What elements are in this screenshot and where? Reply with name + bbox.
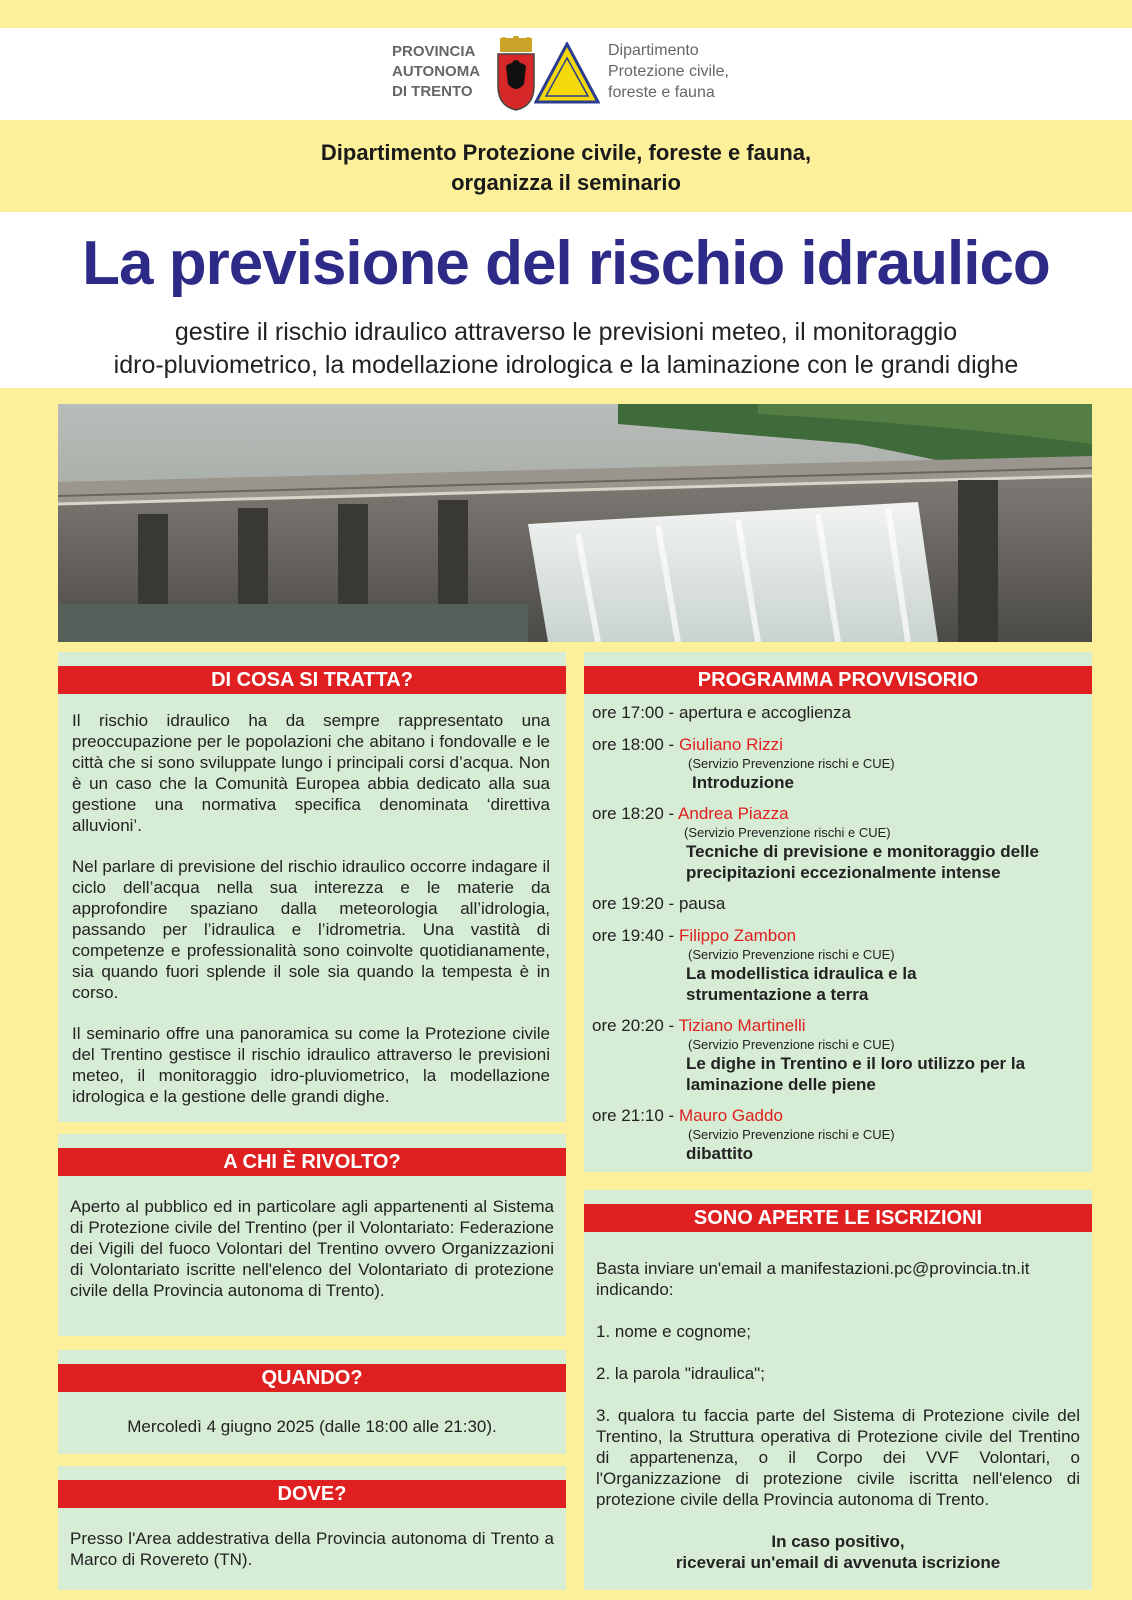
when-text: Mercoledì 4 giugno 2025 (dalle 18:00 alle 21:30). <box>127 1417 497 1436</box>
trento-crest-logo <box>494 36 538 112</box>
program-talk: Introduzione <box>692 773 794 792</box>
department-line: foreste e fauna <box>608 84 715 101</box>
where-text: Presso l'Area addestrativa della Provincia autonoma di Trento a Marco di Rovereto (TN). <box>70 1529 554 1569</box>
registration-intro: Basta inviare un'email a manifestazioni.pc@provincia.tn.it indicando: <box>596 1259 1030 1299</box>
where-section <box>58 1466 566 1590</box>
civil-protection-logo <box>534 42 600 104</box>
subtitle-line: gestire il rischio idraulico attraverso le previsioni meteo, il monitoraggio <box>174 318 958 346</box>
program-affiliation: (Servizio Prevenzione rischi e CUE) <box>688 1127 895 1142</box>
province-line: PROVINCIA <box>392 43 476 60</box>
registration-step: 2. la parola "idraulica"; <box>596 1364 765 1383</box>
program-time: ore 19:40 - <box>592 926 675 945</box>
program-time: ore 20:20 - <box>592 1016 675 1035</box>
where-heading: DOVE? <box>58 1480 566 1508</box>
audience-text: Aperto al pubblico ed in particolare agli appartenenti al Sistema di Protezione civile del Trentino (per il Volontariato: Federazione dei Vigili del fuoco Volontari del Trentino ovvero Organizzazioni di Volontariato iscritte nell'elenco del Volontariato di protezione civile della Provincia autonoma di Trento). <box>70 1197 554 1300</box>
what-paragraph: Il seminario offre una panoramica su come la Protezione civile del Trentino gestisce il rischio idraulico attraverso le previsioni meteo, il monitoraggio idro-pluviometrico, la modellazione idrologica e la gestione delle grandi dighe. <box>72 1024 550 1106</box>
program-affiliation: (Servizio Prevenzione rischi e CUE) <box>688 756 895 771</box>
program-affiliation: (Servizio Prevenzione rischi e CUE) <box>684 825 891 840</box>
program-talk: Le dighe in Trentino e il loro utilizzo per la laminazione delle piene <box>686 1054 1026 1094</box>
page-title: La previsione del rischio idraulico <box>82 229 1050 298</box>
program-speaker: Filippo Zambon <box>678 926 797 945</box>
program-item <box>592 1015 1086 1095</box>
program-time: ore 21:10 - <box>592 1106 675 1125</box>
program-time: ore 19:20 - <box>592 894 675 913</box>
province-line: DI TRENTO <box>392 83 473 100</box>
audience-section <box>58 1134 566 1336</box>
program-talk: La modellistica idraulica e la strumentazione a terra <box>686 964 917 1004</box>
program-time: ore 18:00 - <box>592 735 675 754</box>
program-time: ore 18:20 - <box>592 804 675 823</box>
program-section <box>584 652 1092 1172</box>
registration-step: 1. nome e cognome; <box>596 1322 751 1341</box>
program-item <box>592 803 1086 883</box>
department-line: Protezione civile, <box>608 63 729 80</box>
what-heading: DI COSA SI TRATTA? <box>58 666 566 694</box>
subtitle <box>0 316 1132 382</box>
program-talk: dibattito <box>686 1144 754 1163</box>
program-item <box>592 734 1086 793</box>
organizer-line: Dipartimento Protezione civile, foreste e fauna, <box>320 140 812 165</box>
registration-step: 3. qualora tu faccia parte del Sistema di Protezione civile del Trentino, la Struttura operativa di Protezione civile del Trentino di appartenenza, o il Corpo dei VVF Volontari, o l'Organizzazione di protezione civile iscritta nell'elenco di protezione civile della Provincia autonoma di Trento. <box>596 1406 1080 1509</box>
program-item <box>592 893 1086 915</box>
dam-illustration <box>58 404 1092 642</box>
audience-heading: A CHI È RIVOLTO? <box>58 1148 566 1176</box>
program-time: ore 17:00 - <box>592 703 675 722</box>
program-speaker: Mauro Gaddo <box>678 1106 783 1125</box>
closing-line: In caso positivo, <box>771 1532 905 1551</box>
registration-heading: SONO APERTE LE ISCRIZIONI <box>584 1204 1092 1232</box>
program-activity: apertura e accoglienza <box>678 703 851 722</box>
what-section <box>58 652 566 1122</box>
header <box>0 28 1132 120</box>
program-speaker: Tiziano Martinelli <box>678 1016 806 1035</box>
program-speaker: Giuliano Rizzi <box>678 735 783 754</box>
program-activity: pausa <box>678 894 726 913</box>
program-heading: PROGRAMMA PROVVISORIO <box>584 666 1092 694</box>
organizer-text <box>0 138 1132 198</box>
registration-section <box>584 1190 1092 1590</box>
subtitle-line: idro-pluviometrico, la modellazione idrologica e la laminazione con le grandi dighe <box>113 351 1019 379</box>
dam-photo <box>58 404 1092 642</box>
program-affiliation: (Servizio Prevenzione rischi e CUE) <box>688 1037 895 1052</box>
program-item <box>592 702 1086 724</box>
program-talk: Tecniche di previsione e monitoraggio delle precipitazioni eccezionalmente intense <box>686 842 1039 882</box>
department-name <box>608 40 729 103</box>
registration-closing <box>596 1531 1080 1573</box>
title-band <box>0 212 1132 388</box>
program-item <box>592 1105 1086 1164</box>
organizer-line: organizza il seminario <box>451 170 681 195</box>
province-name <box>392 42 480 102</box>
program-affiliation: (Servizio Prevenzione rischi e CUE) <box>688 947 895 962</box>
department-line: Dipartimento <box>608 42 699 59</box>
program-item <box>592 925 1086 1005</box>
when-section <box>58 1350 566 1454</box>
what-paragraph: Il rischio idraulico ha da sempre rappresentato una preoccupazione per le popolazioni che abitano i fondovalle e le città che si sono sviluppate lungo i principali corsi d’acqua. Non è un caso che la Comunità Europea abbia dedicato alla sua gestione una normativa specifica denominata ‘direttiva alluvioni’. <box>72 711 550 835</box>
when-heading: QUANDO? <box>58 1364 566 1392</box>
what-paragraph: Nel parlare di previsione del rischio idraulico occorre indagare il ciclo dell’acqua nella sua interezza e le materie da approfondire spaziano dalla meteorologia all’idrologia, passando per l’idraulica e l’idrometria. Una vastità di competenze e professionalità sono coinvolte quotidianamente, sia quando fuori splende il sole sia quando la tempesta è in corso. <box>72 857 550 1002</box>
closing-line: riceverai un'email di avvenuta iscrizione <box>675 1553 1001 1572</box>
program-speaker: Andrea Piazza <box>678 804 789 823</box>
province-line: AUTONOMA <box>392 63 481 80</box>
